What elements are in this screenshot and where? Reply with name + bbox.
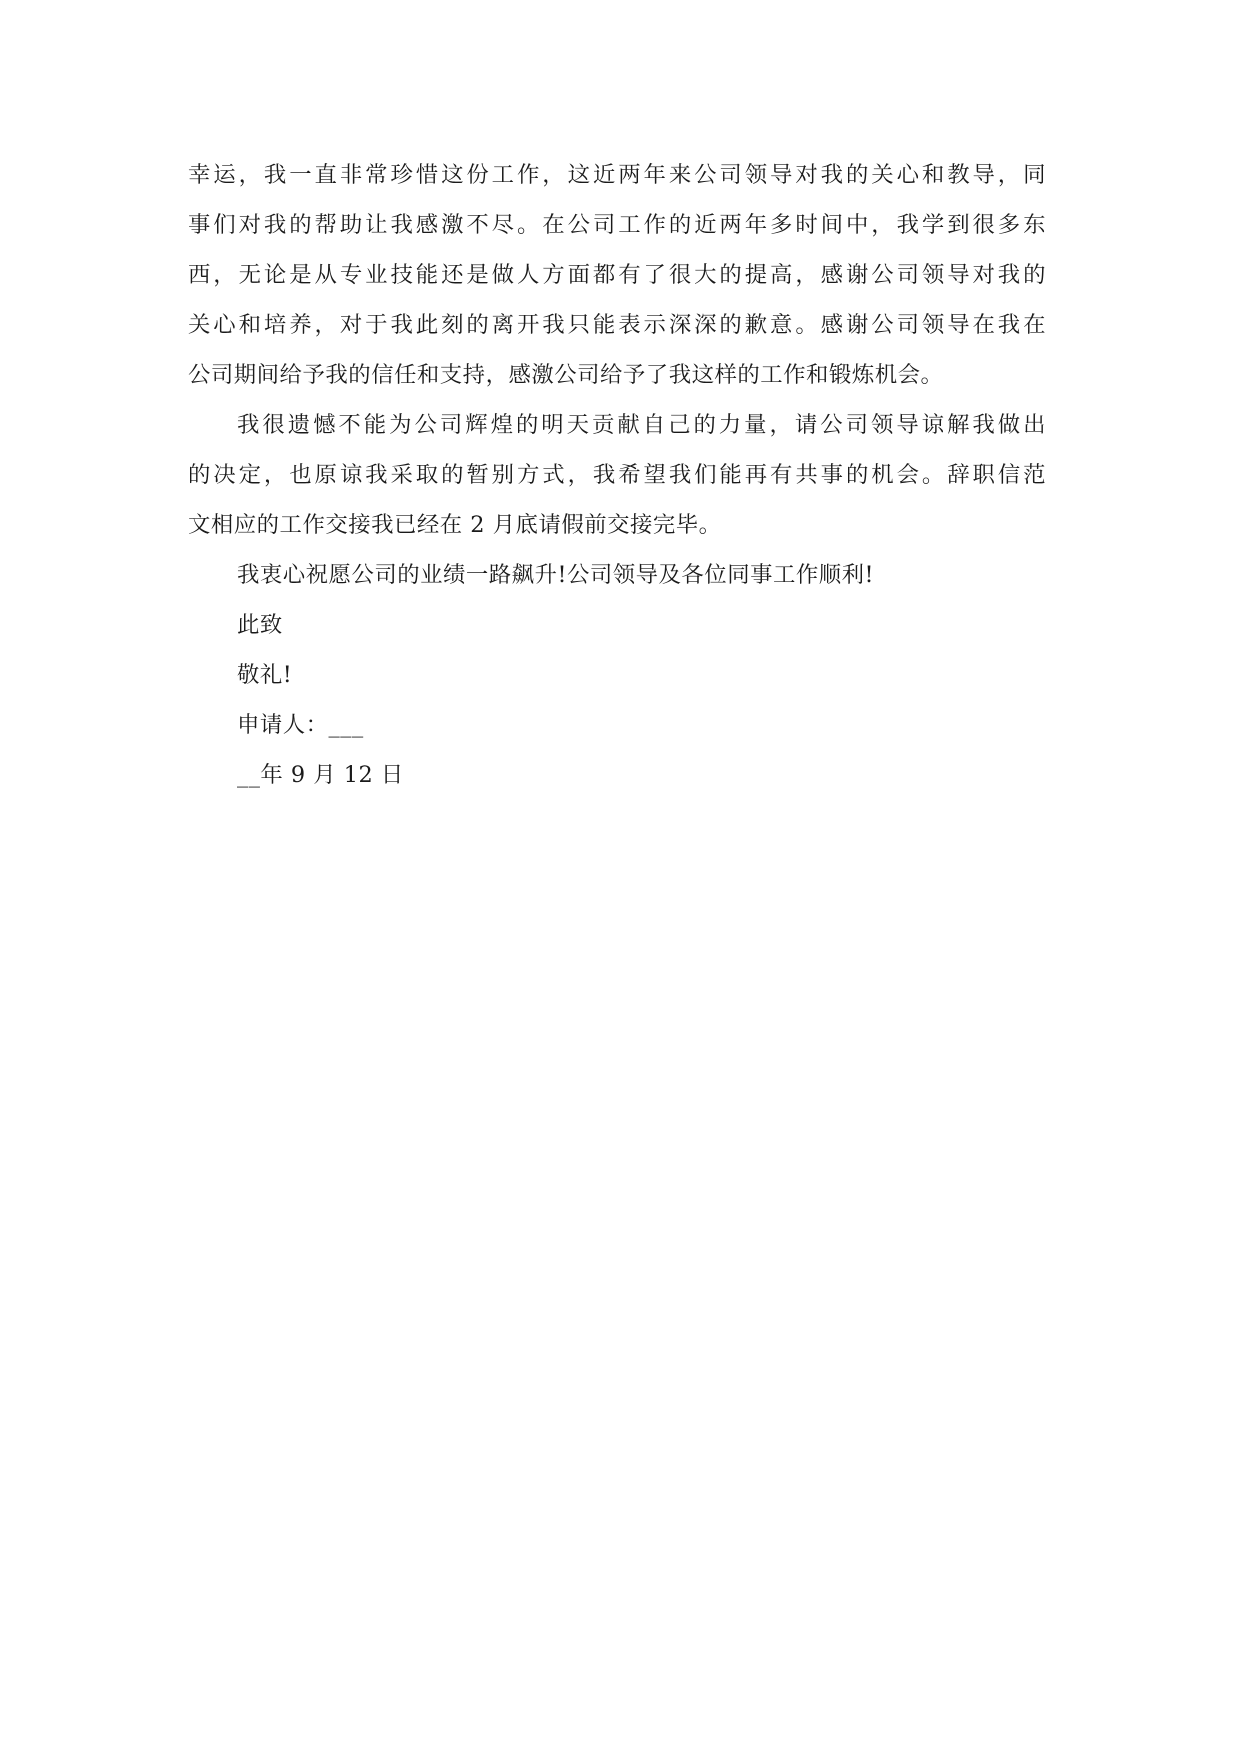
closing-line: 此致 xyxy=(237,612,283,638)
text-line: 幸运，我一直非常珍惜这份工作，这近两年来公司领导对我的关心和教导，同 xyxy=(188,162,1046,188)
paragraph-gratitude xyxy=(188,150,1046,400)
date-line: __年 9 月 12 日 xyxy=(237,762,404,788)
text-line: 关心和培养，对于我此刻的离开我只能表示深深的歉意。感谢公司领导在我在 xyxy=(188,312,1046,338)
text-line: 我衷心祝愿公司的业绩一路飙升!公司领导及各位同事工作顺利! xyxy=(237,562,875,588)
text-line: 的决定，也原谅我采取的暂别方式，我希望我们能再有共事的机会。辞职信范 xyxy=(188,462,1046,488)
applicant-signature: 申请人：___ xyxy=(237,712,364,738)
text-line: 西，无论是从专业技能还是做人方面都有了很大的提高，感谢公司领导对我的 xyxy=(188,262,1046,288)
text-line: 我很遗憾不能为公司辉煌的明天贡献自己的力量，请公司领导谅解我做出 xyxy=(237,412,1046,438)
paragraph-regret xyxy=(188,400,1046,550)
text-line: 文相应的工作交接我已经在 2 月底请假前交接完毕。 xyxy=(188,512,722,538)
letter-body xyxy=(188,150,1046,800)
paragraph-wishes xyxy=(188,550,1046,600)
text-line: 公司期间给予我的信任和支持，感激公司给予了我这样的工作和锻炼机会。 xyxy=(188,362,944,388)
text-line: 事们对我的帮助让我感激不尽。在公司工作的近两年多时间中，我学到很多东 xyxy=(188,212,1046,238)
salutation-line: 敬礼! xyxy=(237,662,293,688)
